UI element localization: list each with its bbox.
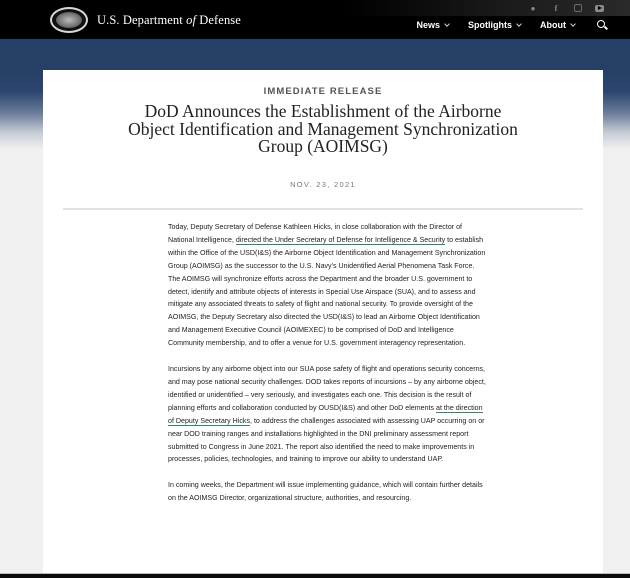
nav-news-label: News <box>416 20 440 30</box>
bottom-bar <box>0 573 630 578</box>
dod-logo-link[interactable] <box>50 6 241 34</box>
nav-news[interactable] <box>416 20 449 30</box>
main-nav <box>397 20 605 30</box>
article-headline: DoD Announces the Establishment of the Airborne Object Identification and Management Synchronization Group (AOIMSG) <box>128 101 518 156</box>
paragraph-text: , to address the challenges associated with assessing UAP occurring on or near DOD training ranges and installations highlighted in the DNI preliminary assessment report submitted to Congress in June 2021. The report also identified the need to make improvements in processes, policies, technologies, and training to improve our ability to understand UAP. <box>168 416 485 464</box>
paragraph-3 <box>168 479 488 505</box>
paragraph-text: to establish within the Office of the USD(I&S) the Airborne Object Identification and Management Synchronization Group (AOIMSG) as the successor to the U.S. Navy's Unidentified Aerial Phenomena Task Force. The AOIMSG will synchronize efforts across the Department and the broader U.S. government to detect, identify and attribute objects of interests in Special Use Airspace (SUA), and to assess and mitigate any associated threats to safety of flight and national security. To provide oversight of the AOIMSG, the Deputy Secretary also directed the USD(I&S) to lead an Airborne Object Identification and Management Executive Council (AOIMEXEC) to be comprised of DoD and Intelligence Community membership, and to offer a venue for U.S. government interagency representation. <box>168 235 486 348</box>
chevron-down-icon <box>444 21 450 27</box>
paragraph-text: Incursions by any airborne object into our SUA pose safety of flight and operations security concerns, and may pose national security challenges. DOD takes reports of incursions – by any airborne object, identified or unidentified – very seriously, and investigates each one. This decision is the result of planning efforts and collaboration conducted by OUSD(I&S) and other DoD elements <box>168 365 486 412</box>
nav-spotlights-label: Spotlights <box>468 20 512 30</box>
social-links <box>528 3 604 13</box>
article-body <box>168 221 488 518</box>
chevron-down-icon <box>516 21 522 27</box>
pentagon-seal-icon <box>50 7 88 33</box>
facebook-icon[interactable]: f <box>554 3 558 13</box>
youtube-icon[interactable] <box>595 5 604 12</box>
nav-spotlights[interactable] <box>468 20 521 30</box>
divider <box>63 208 583 210</box>
link-usd-is-directive[interactable]: directed the Under Secretary of Defense for Intelligence & Security <box>235 235 446 244</box>
instagram-icon[interactable] <box>574 4 582 12</box>
paragraph-1 <box>168 221 488 350</box>
site-name: U.S. Department of Defense <box>97 12 241 27</box>
search-icon[interactable] <box>597 20 605 28</box>
chevron-down-icon <box>570 21 576 27</box>
nav-about[interactable] <box>540 20 575 30</box>
article-card <box>43 70 603 573</box>
article-date: NOV. 23, 2021 <box>290 180 356 189</box>
paragraph-text: In coming weeks, the Department will issue implementing guidance, which will contain further details on the AOIMSG Director, organizational structure, authorities, and resourcing. <box>168 481 483 503</box>
nav-about-label: About <box>540 20 566 30</box>
release-type: IMMEDIATE RELEASE <box>263 86 383 97</box>
link-hicks-direction[interactable]: at the direction of Deputy Secretary Hicks <box>168 403 483 425</box>
twitter-icon[interactable]: ● <box>530 3 536 13</box>
paragraph-text: Today, Deputy Secretary of Defense Kathleen Hicks, in close collaboration with the Director of National Intelligence, <box>168 223 463 244</box>
paragraph-2 <box>168 363 488 466</box>
